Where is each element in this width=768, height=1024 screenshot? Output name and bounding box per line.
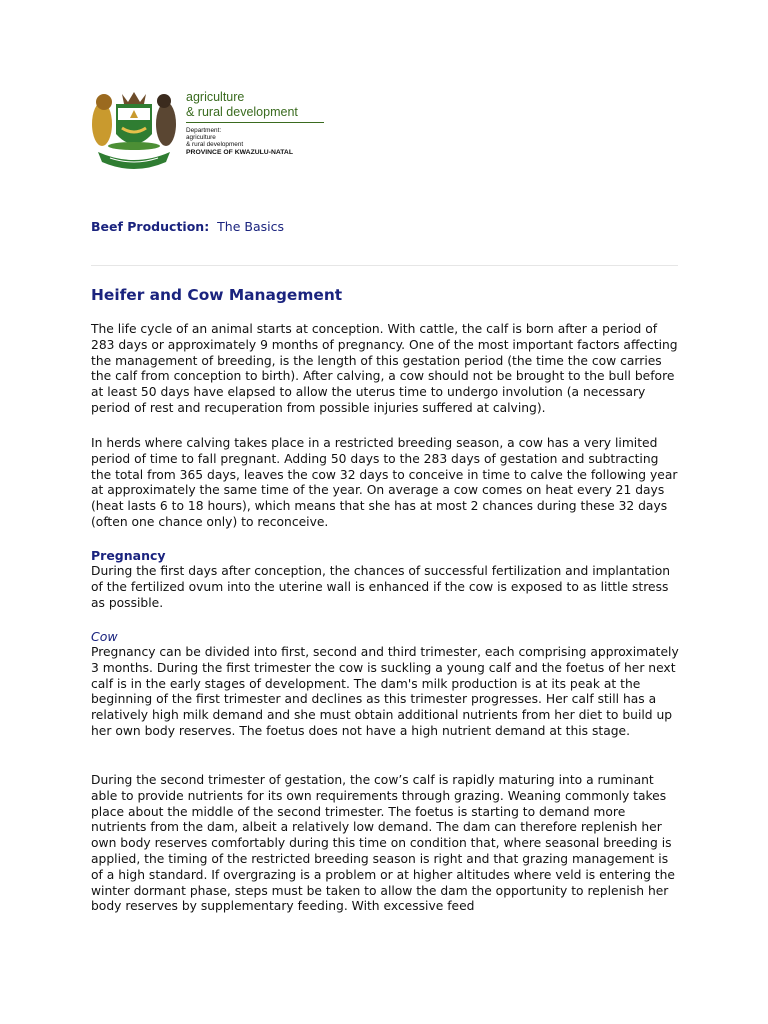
dept-line-3: & rural development [186,141,244,149]
cow-heading: Cow [91,629,118,644]
paragraph-2: In herds where calving takes place in a restricted breeding season, a cow has a very limited period of time to fall pregnant. Adding 50 days to the 283 days of gestation and subtracting the total from 365 days, leaves the cow 32 days to conceive in time to calve the following year at approximately the same time of the year. On average a cow comes on heat every 21 days (heat lasts 6 to 18 hours), which means that she has at most 2 chances during these 32 days (often one chance only) to reconceive. [91,436,678,529]
paragraph-1: The life cycle of an animal starts at conception. With cattle, the calf is born after a period of 283 days or approximately 9 months of pregnancy. One of the most important factors affecting the management of breeding, is the length of this gestation period (the time the cow carries the calf from conception to birth). After calving, a cow should not be brought to the bull before at least 50 days have elapsed to allow the uterus time to undergo involution (a necessary period of rest and recuperation from possible injuries suffered at calving). [91,322,678,415]
brand-title-line1: agriculture [186,90,245,104]
province-name: PROVINCE OF KWAZULU-NATAL [186,148,293,156]
pregnancy-heading: Pregnancy [91,548,166,563]
subtitle-strong: Beef Production: [91,219,210,234]
brand-title-line2: & rural development [186,105,298,119]
subtitle-rest: The Basics [217,219,284,234]
brand-block [186,90,336,157]
dept-line-1: Department: [186,127,222,134]
dept-line-2: agriculture [186,134,216,142]
brand-divider [186,122,324,123]
document-subtitle [91,219,284,234]
paragraph-3: During the first days after conception, the chances of successful fertilization and implantation of the fertilized ovum into the uterine wall is enhanced if the cow is exposed to as little stress as possible. [91,564,671,610]
paragraph-4: Pregnancy can be divided into first, second and third trimester, each comprising approximately 3 months. During the first trimester the cow is suckling a young calf and the foetus of her next calf is in the early stages of development. The dam's milk production is at its peak at the beginning of the first trimester and declines as this trimester progresses. Her calf still has a relatively high milk demand and she must obtain additional nutrients from her diet to build up her own body reserves. The foetus does not have a high nutrient demand at this stage. [91,645,679,738]
paragraph-5: During the second trimester of gestation, the cow’s calf is rapidly maturing into a ruminant able to provide nutrients for its own requirements through grazing. Weaning commonly takes place about the middle of the second trimester. The foetus is starting to demand more nutrients from the dam, albeit a relatively low demand. The dam can therefore replenish her own body reserves comfortably during this time on condition that, where seasonal breeding is applied, the timing of the restricted breeding season is right and that grazing management is of a high standard. If overgrazing is a problem or at higher altitudes where veld is entering the winter dormant phase, steps must be taken to allow the dam the opportunity to replenish her body reserves by supplementary feeding. With excessive feed [91,773,675,914]
coat-of-arms-icon [88,84,180,172]
department-logo [88,84,338,176]
section-divider [91,265,678,266]
page-title: Heifer and Cow Management [91,286,343,304]
